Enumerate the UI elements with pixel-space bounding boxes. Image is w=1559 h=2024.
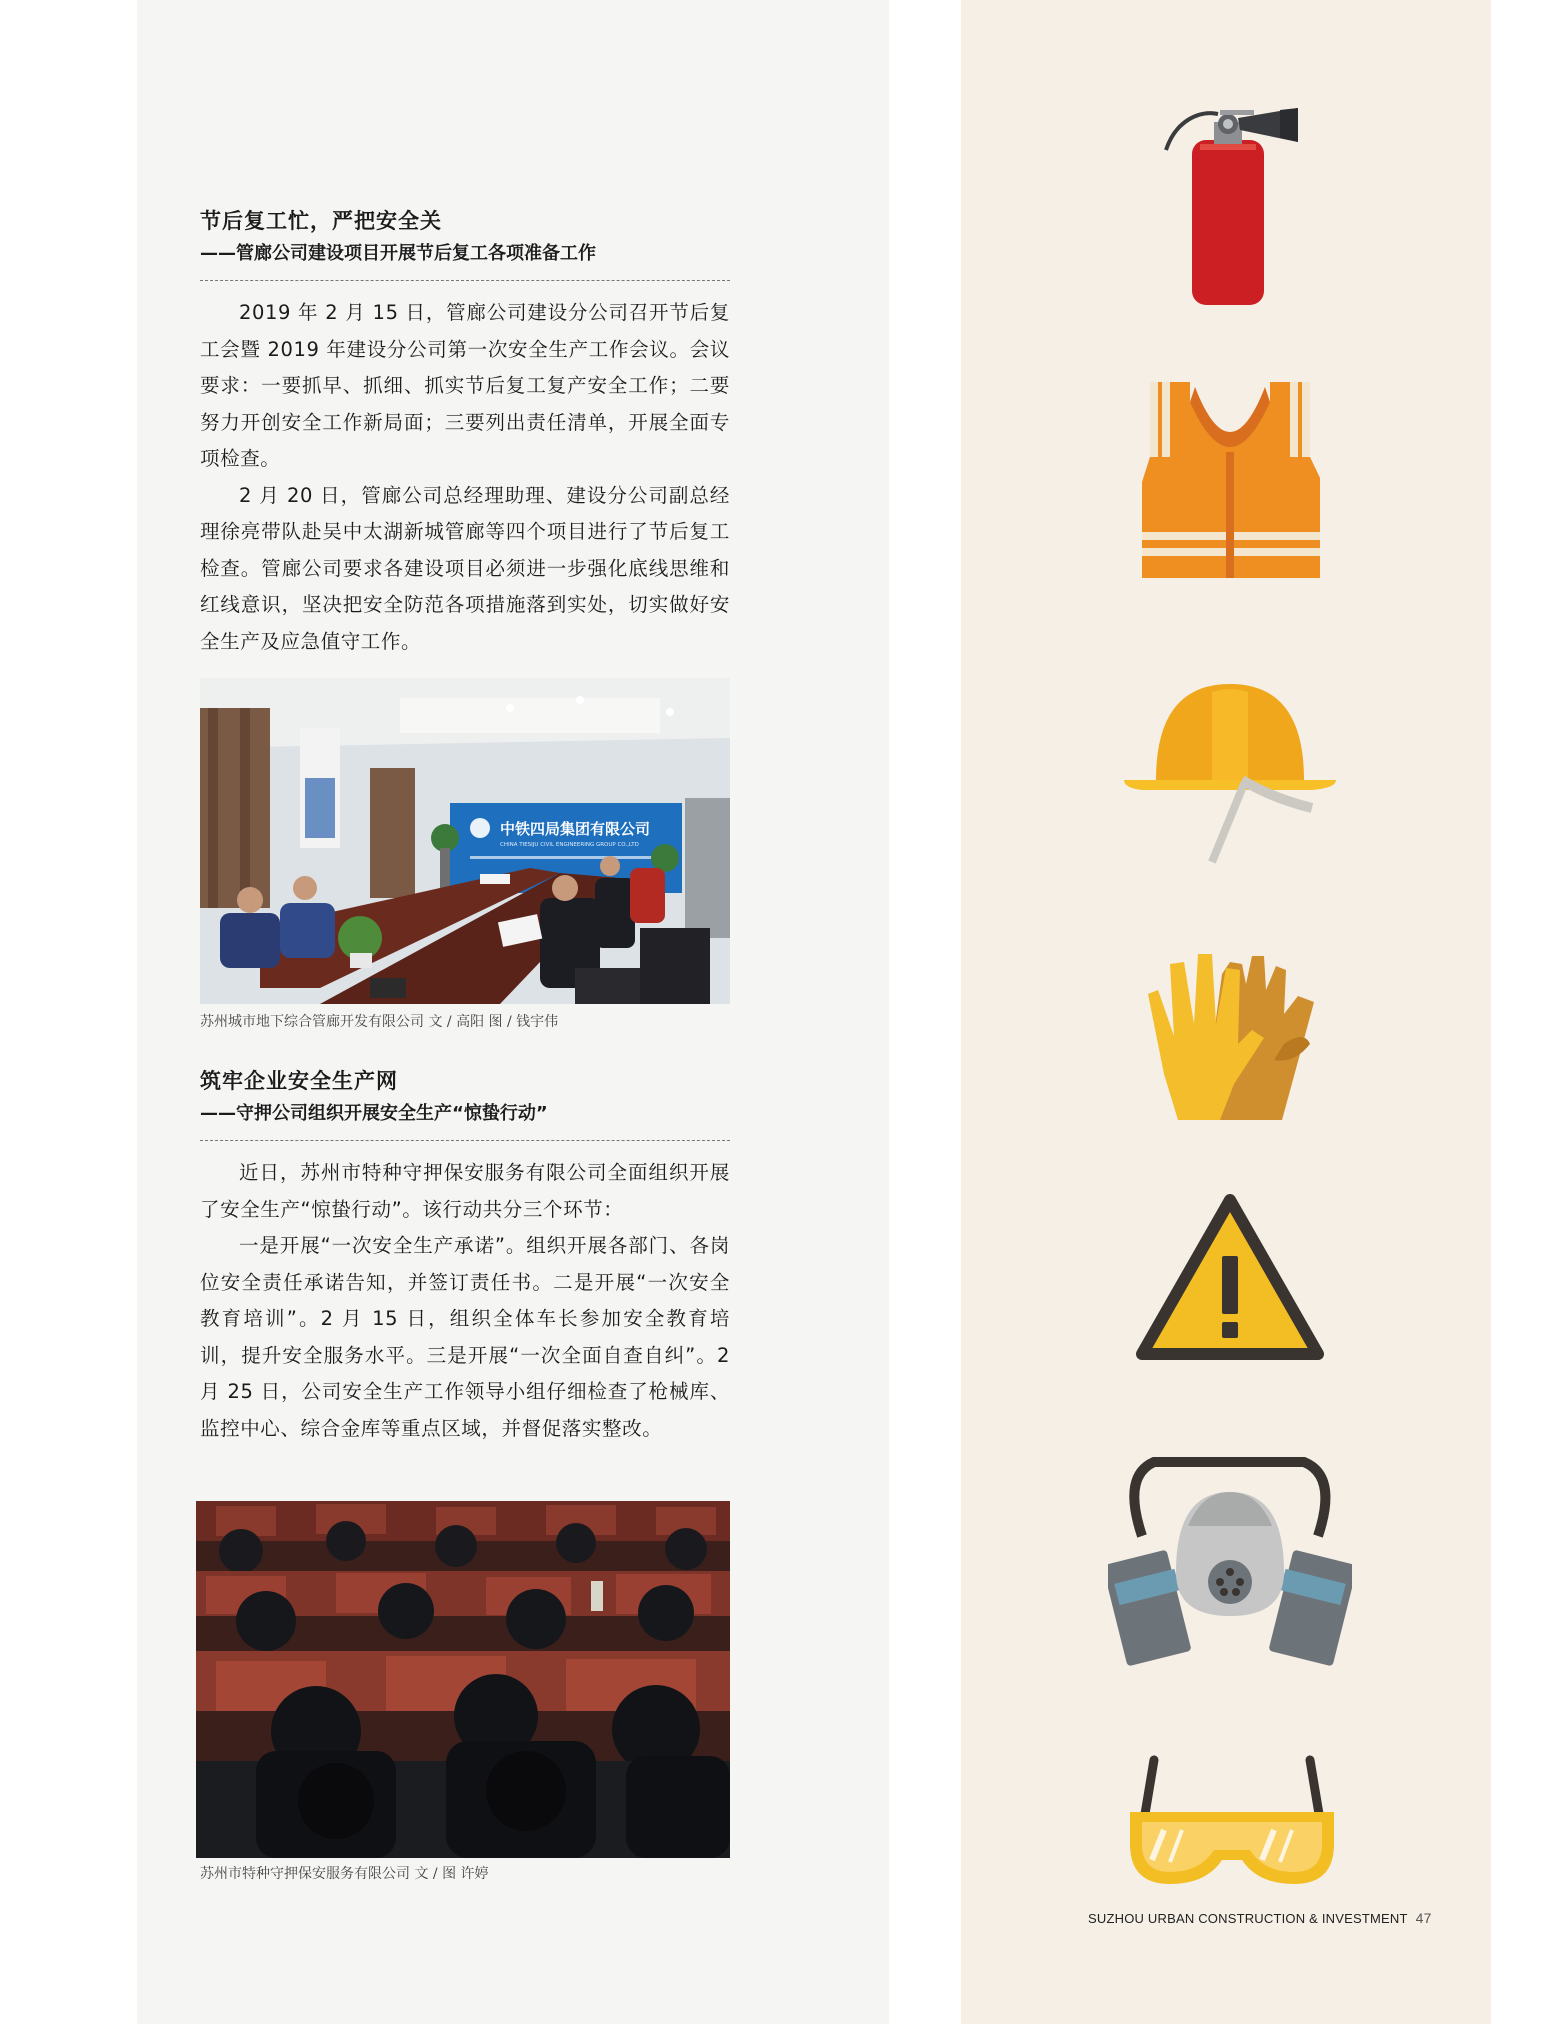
hard-hat-icon — [1122, 680, 1338, 870]
article-1-paragraph: 2019 年 2 月 15 日，管廊公司建设分公司召开节后复工会暨 2019 年建设分公司第一次安全生产工作会议。会议要求：一要抓早、抓细、抓实节后复工复产安全工作；二要努力开创安全工作新局面；三要列出责任清单，开展全面专项检查。 — [200, 301, 730, 470]
article-1-title: 节后复工忙，严把安全关 — [200, 209, 442, 233]
article-2-title: 筑牢企业安全生产网 — [200, 1069, 398, 1093]
article-1-paragraph: 2 月 20 日，管廊公司总经理助理、建设分公司副总经理徐亮带队赴吴中太湖新城管廊等四个项目进行了节后复工检查。管廊公司要求各建设项目必须进一步强化底线思维和红线意识，坚决把安全防范各项措施落到实处，切实做好安全生产及应急值守工作。 — [200, 483, 730, 653]
safety-goggles-icon — [1124, 1752, 1340, 1888]
training-photo — [196, 1501, 730, 1858]
work-gloves-icon — [1134, 944, 1334, 1124]
fire-extinguisher-icon — [1160, 100, 1300, 310]
article-2-paragraph: 近日，苏州市特种守押保安服务有限公司全面组织开展了安全生产“惊蛰行动”。该行动共分三个环节： — [200, 1161, 730, 1221]
article-1-subtitle: ——管廊公司建设项目开展节后复工各项准备工作 — [200, 243, 596, 264]
page-number: 47 — [1415, 1910, 1432, 1926]
divider — [200, 1140, 730, 1141]
magazine-name: SUZHOU URBAN CONSTRUCTION & INVESTMENT — [1088, 1911, 1408, 1926]
divider — [200, 280, 730, 281]
page-footer — [1088, 1910, 1432, 1926]
article-2-subtitle: ——守押公司组织开展安全生产“惊蛰行动” — [200, 1103, 548, 1124]
safety-vest-icon — [1140, 382, 1320, 582]
article-2-paragraph: 一是开展“一次安全生产承诺”。组织开展各部门、各岗位安全责任承诺告知，并签订责任书。二是开展“一次安全教育培训”。2 月 15 日，组织全体车长参加安全教育培训，提升安全服务水平。三是开展“一次全面自查自纠”。2 月 25 日，公司安全生产工作领导小组仔细检查了枪械库、监控中心、综合金库等重点区域，并督促落实整改。 — [200, 1234, 730, 1440]
photo-1-caption: 苏州城市地下综合管廊开发有限公司 文 / 高阳 图 / 钱宇伟 — [200, 1014, 559, 1030]
photo-2-caption: 苏州市特种守押保安服务有限公司 文 / 图 许婷 — [200, 1866, 489, 1882]
warning-sign-icon — [1136, 1194, 1324, 1366]
article-2 — [200, 1066, 730, 1447]
respirator-mask-icon — [1108, 1456, 1352, 1666]
banner-title: 中铁四局集团有限公司 — [500, 820, 651, 838]
banner-subtitle: CHINA TIESIJU CIVIL ENGINEERING GROUP CO.,LTD — [500, 842, 639, 848]
meeting-photo — [200, 678, 730, 1004]
article-1 — [200, 206, 730, 660]
